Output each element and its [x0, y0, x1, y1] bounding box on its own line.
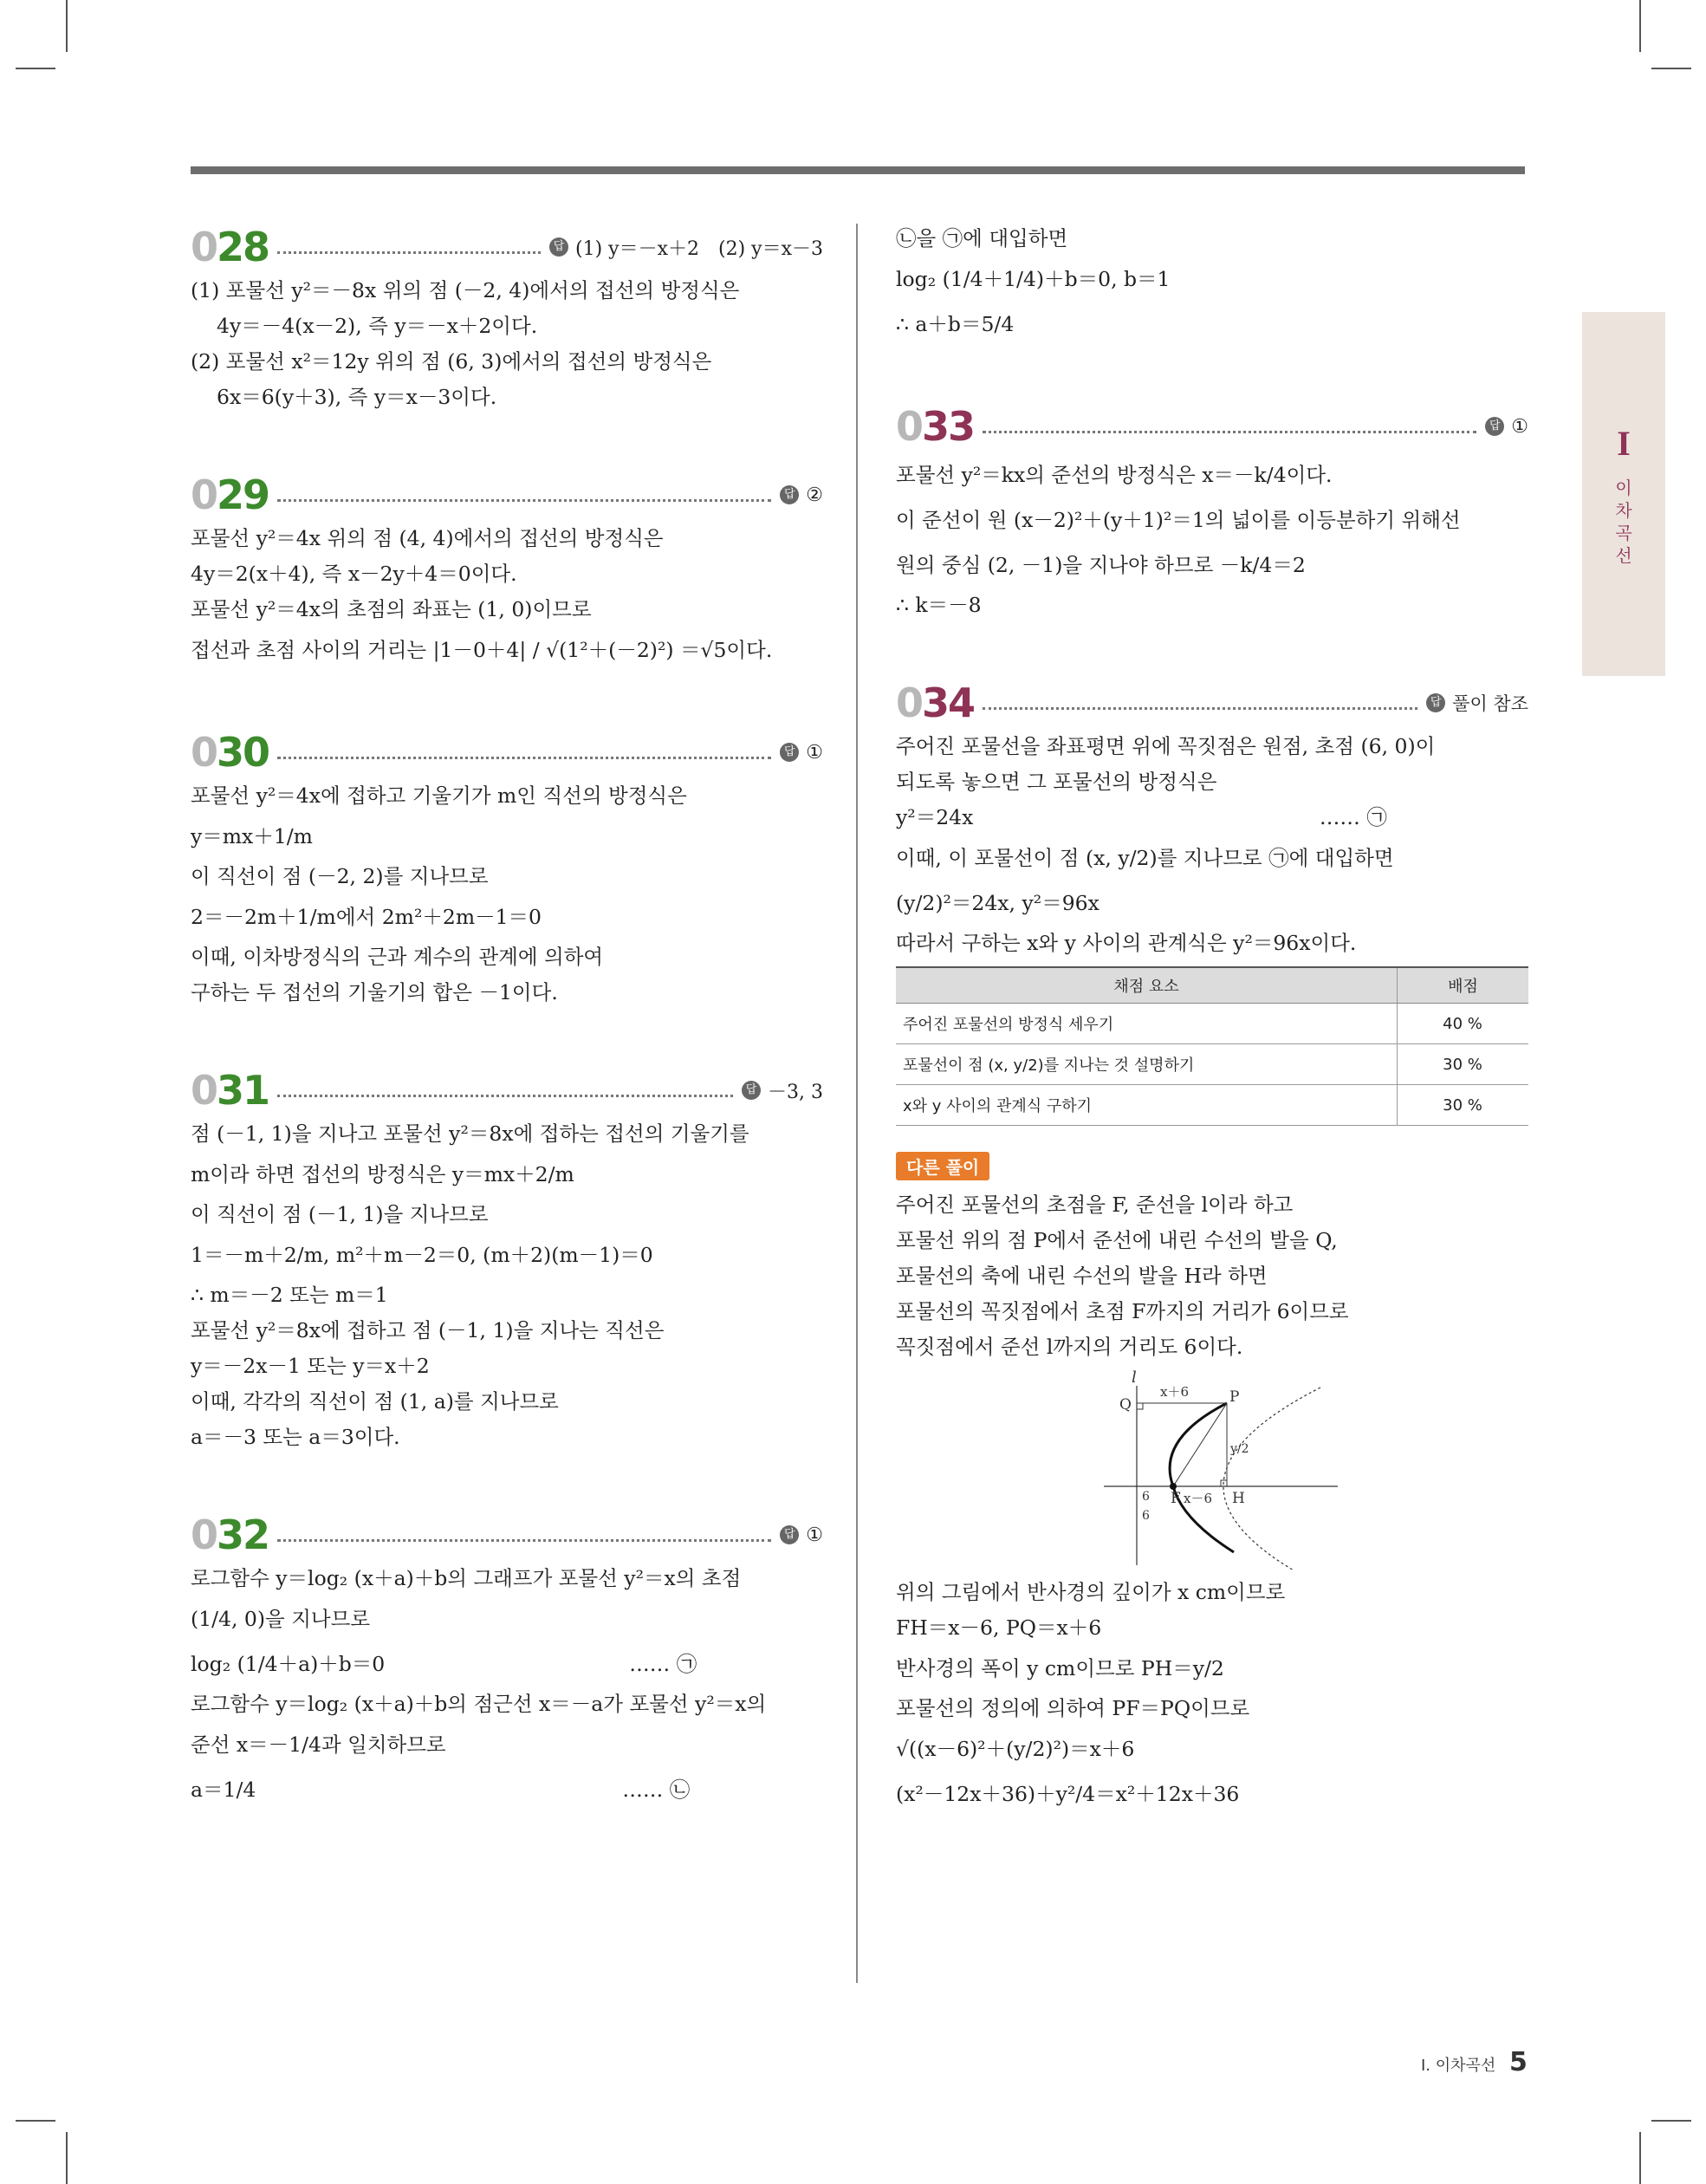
table-row [896, 1004, 1528, 1044]
answer-badge: 답 [549, 237, 568, 257]
solution-line: y＝－2x－1 또는 y＝x＋2 [191, 1354, 430, 1378]
solution-line: log₂ (1/4＋1/4)＋b＝0, b＝1 [896, 267, 1171, 291]
solution-line: (y/2)²＝24x, y²＝96x [896, 891, 1099, 915]
crop-mark [16, 2120, 55, 2122]
solution-line: 포물선의 꼭짓점에서 초점 F까지의 거리가 6이므로 [896, 1299, 1349, 1323]
label-six-a: 6 [1142, 1490, 1150, 1504]
column-divider [856, 224, 858, 1983]
table-cell: 주어진 포물선의 방정식 세우기 [896, 1004, 1398, 1044]
problem-number: 034 [896, 679, 975, 726]
solution-line: 주어진 포물선의 초점을 F, 준선을 l이라 하고 [896, 1193, 1294, 1217]
solution-line: ∴ k＝－8 [896, 593, 982, 617]
problem-header [896, 400, 1528, 452]
solution-line: 포물선 위의 점 P에서 준선에 내린 수선의 발을 Q, [896, 1228, 1338, 1252]
solution-line: (2) 포물선 x²＝12y 위의 점 (6, 3)에서의 접선의 방정식은 [191, 349, 712, 374]
crop-mark [66, 2132, 68, 2184]
solution-line: 이때, 이 포물선이 점 (x, y/2)를 지나므로 ㉠에 대입하면 [896, 846, 1394, 870]
problem-header [191, 726, 823, 778]
header-rule [191, 166, 1525, 174]
solution-line: 이 직선이 점 (－1, 1)을 지나므로 [191, 1202, 489, 1226]
problem-number: 030 [191, 729, 269, 776]
solution-line: FH＝x－6, PQ＝x＋6 [896, 1615, 1102, 1640]
solution-line: 포물선 y²＝kx의 준선의 방정식은 x＝－k/4이다. [896, 463, 1333, 487]
label-f: F [1171, 1490, 1181, 1507]
parabola-dashed [1223, 1388, 1320, 1570]
label-p: P [1229, 1388, 1240, 1406]
left-column [191, 221, 823, 1812]
table-row [896, 1085, 1528, 1126]
crop-mark [66, 0, 68, 52]
answer-badge: 답 [780, 1525, 799, 1544]
crop-mark [1651, 2120, 1691, 2122]
solution-line: 6x＝6(y＋3), 즉 y＝x－3이다. [217, 385, 497, 409]
solution-line: y＝mx＋1/m [191, 824, 313, 848]
problem-number: 032 [191, 1511, 269, 1558]
label-x-minus-6: x－6 [1184, 1491, 1213, 1506]
solution-line: 이 직선이 점 (－2, 2)를 지나므로 [191, 864, 489, 888]
focus-point [1170, 1483, 1177, 1490]
problem-header [191, 221, 823, 273]
page-footer [1421, 2047, 1528, 2077]
solution-line: 접선과 초점 사이의 거리는 |1－0＋4| / √(1²＋(－2)²) ＝√5이다. [191, 638, 773, 662]
table-cell: x와 y 사이의 관계식 구하기 [896, 1085, 1398, 1126]
right-column [896, 221, 1528, 1817]
problem-033 [896, 400, 1528, 623]
problem-number: 031 [191, 1067, 269, 1114]
problem-029 [191, 469, 823, 673]
crop-mark [1639, 2132, 1641, 2184]
solution-line: 이때, 이차방정식의 근과 계수의 관계에 의하여 [191, 945, 604, 969]
solution-line: 4y＝－4(x－2), 즉 y＝－x＋2이다. [217, 314, 538, 338]
solution-line: 이 준선이 원 (x－2)²＋(y＋1)²＝1의 넓이를 이등분하기 위해선 [896, 508, 1461, 532]
problem-030 [191, 726, 823, 1011]
answer: 답 ② [780, 484, 823, 506]
solution-line: 이때, 각각의 직선이 점 (1, a)를 지나므로 [191, 1389, 559, 1414]
problem-header [191, 469, 823, 521]
solution-line: 로그함수 y＝log₂ (x＋a)＋b의 그래프가 포물선 y²＝x의 초점 [191, 1566, 742, 1590]
solution-line: 원의 중심 (2, －1)을 지나야 하므로 －k/4＝2 [896, 553, 1306, 577]
problem-028 [191, 221, 823, 415]
table-cell: 30 % [1398, 1085, 1529, 1126]
solution-line: 1＝－m＋2/m, m²＋m－2＝0, (m＋2)(m－1)＝0 [191, 1243, 653, 1267]
chapter-vertical-title: 이 차 곡 선 [1615, 478, 1632, 566]
solution-line: 포물선 y²＝8x에 접하고 점 (－1, 1)을 지나는 직선은 [191, 1318, 665, 1342]
chapter-side-tab [1582, 312, 1665, 676]
label-six-b: 6 [1142, 1509, 1150, 1523]
crop-mark [1651, 68, 1691, 69]
solution-line: 포물선의 축에 내린 수선의 발을 H라 하면 [896, 1264, 1268, 1288]
answer-badge: 답 [1426, 693, 1445, 712]
solution-line: √((x－6)²＋(y/2)²)＝x＋6 [896, 1737, 1135, 1761]
crop-mark [16, 68, 55, 69]
answer: 답 －3, 3 [742, 1077, 823, 1104]
problem-number: 033 [896, 403, 975, 450]
solution-line: log₂ (1/4＋a)＋b＝0 …… ㉠ [191, 1652, 697, 1676]
answer: 답 풀이 참조 [1426, 690, 1528, 716]
leader-dots [277, 1095, 733, 1097]
solution-line: 꼭짓점에서 준선 l까지의 거리도 6이다. [896, 1335, 1243, 1359]
segment-pf [1173, 1403, 1227, 1486]
solution-line: 로그함수 y＝log₂ (x＋a)＋b의 점근선 x＝－a가 포물선 y²＝x의 [191, 1692, 767, 1716]
right-angle-mark [1137, 1403, 1143, 1409]
table-cell: 40 % [1398, 1004, 1529, 1044]
solution-line: 4y＝2(x＋4), 즉 x－2y＋4＝0이다. [191, 562, 517, 586]
leader-dots [983, 707, 1417, 710]
solution-line: 포물선의 정의에 의하여 PF＝PQ이므로 [896, 1696, 1250, 1720]
label-q: Q [1119, 1396, 1132, 1414]
problem-header [896, 677, 1528, 729]
solution-line: (x²－12x＋36)＋y²/4＝x²＋12x＋36 [896, 1782, 1240, 1806]
solution-line: 점 (－1, 1)을 지나고 포물선 y²＝8x에 접하는 접선의 기울기를 [191, 1121, 749, 1146]
answer: 답 ① [780, 1524, 823, 1546]
solution-line: a＝1/4 …… ㉡ [191, 1778, 691, 1802]
solution-line: 포물선 y²＝4x에 접하고 기울기가 m인 직선의 방정식은 [191, 783, 687, 808]
solution-line: ㉡을 ㉠에 대입하면 [896, 226, 1068, 250]
problem-header [191, 1064, 823, 1116]
scoring-table [896, 966, 1528, 1126]
problem-number: 028 [191, 224, 269, 270]
solution-line: ∴ m＝－2 또는 m＝1 [191, 1283, 388, 1307]
problem-header [191, 1509, 823, 1561]
solution-line: 포물선 y²＝4x 위의 점 (4, 4)에서의 접선의 방정식은 [191, 526, 664, 550]
label-l: l [1132, 1370, 1137, 1387]
problem-031 [191, 1064, 823, 1455]
table-row [896, 1044, 1528, 1085]
leader-dots [277, 499, 771, 502]
solution-line: 되도록 놓으면 그 포물선의 방정식은 [896, 770, 1217, 794]
leader-dots [277, 757, 771, 759]
crop-mark [1639, 0, 1641, 52]
solution-line: 따라서 구하는 x와 y 사이의 관계식은 y²＝96x이다. [896, 931, 1357, 955]
answer-badge: 답 [780, 485, 799, 504]
solution-line: (1) 포물선 y²＝－8x 위의 점 (－2, 4)에서의 접선의 방정식은 [191, 278, 740, 302]
problem-034 [896, 677, 1528, 1817]
answer: 답 ① [780, 742, 823, 764]
answer: 답 (1) y＝－x＋2 (2) y＝x－3 [549, 234, 823, 261]
parabola-diagram [1104, 1370, 1346, 1570]
answer-badge: 답 [1485, 417, 1504, 436]
solution-line: 반사경의 폭이 y cm이므로 PH＝y/2 [896, 1656, 1224, 1680]
solution-line: 위의 그림에서 반사경의 깊이가 x cm이므로 [896, 1580, 1286, 1604]
answer: 답 ① [1485, 416, 1528, 438]
leader-dots [983, 431, 1476, 433]
answer-badge: 답 [742, 1081, 761, 1100]
solution-line: a＝－3 또는 a＝3이다. [191, 1425, 400, 1449]
footer-chapter: Ⅰ. 이차곡선 [1421, 2057, 1496, 2075]
chapter-roman-numeral: I [1617, 424, 1631, 463]
solution-line: m이라 하면 접선의 방정식은 y＝mx＋2/m [191, 1162, 574, 1186]
label-y-over-2: y/2 [1230, 1442, 1249, 1456]
leader-dots [277, 251, 541, 254]
solution-line: 주어진 포물선을 좌표평면 위에 꼭짓점은 원점, 초점 (6, 0)이 [896, 734, 1436, 758]
parabola-reflector-figure [1104, 1370, 1346, 1570]
solution-line: 포물선 y²＝4x의 초점의 좌표는 (1, 0)이므로 [191, 597, 592, 621]
label-x-plus-6: x＋6 [1160, 1384, 1190, 1400]
table-cell: 포물선이 점 (x, y/2)를 지나는 것 설명하기 [896, 1044, 1398, 1085]
answer-badge: 답 [780, 743, 799, 762]
problem-number: 029 [191, 471, 269, 518]
leader-dots [277, 1539, 771, 1542]
solution-line: 2＝－2m＋1/m에서 2m²＋2m－1＝0 [191, 905, 542, 929]
solution-line: y²＝24x …… ㉠ [896, 805, 1387, 829]
alternative-solution-badge: 다른 풀이 [896, 1152, 989, 1180]
table-cell: 30 % [1398, 1044, 1529, 1085]
table-header: 배점 [1398, 967, 1529, 1004]
solution-line: 구하는 두 접선의 기울기의 합은 －1이다. [191, 980, 558, 1004]
solution-line: 준선 x＝－1/4과 일치하므로 [191, 1732, 446, 1757]
solution-line: (1/4, 0)을 지나므로 [191, 1607, 371, 1631]
label-h: H [1232, 1490, 1245, 1507]
problem-032 [191, 1509, 823, 1812]
table-header: 채점 요소 [896, 967, 1398, 1004]
solution-line: ∴ a＋b＝5/4 [896, 312, 1015, 336]
page-number: 5 [1509, 2047, 1528, 2077]
